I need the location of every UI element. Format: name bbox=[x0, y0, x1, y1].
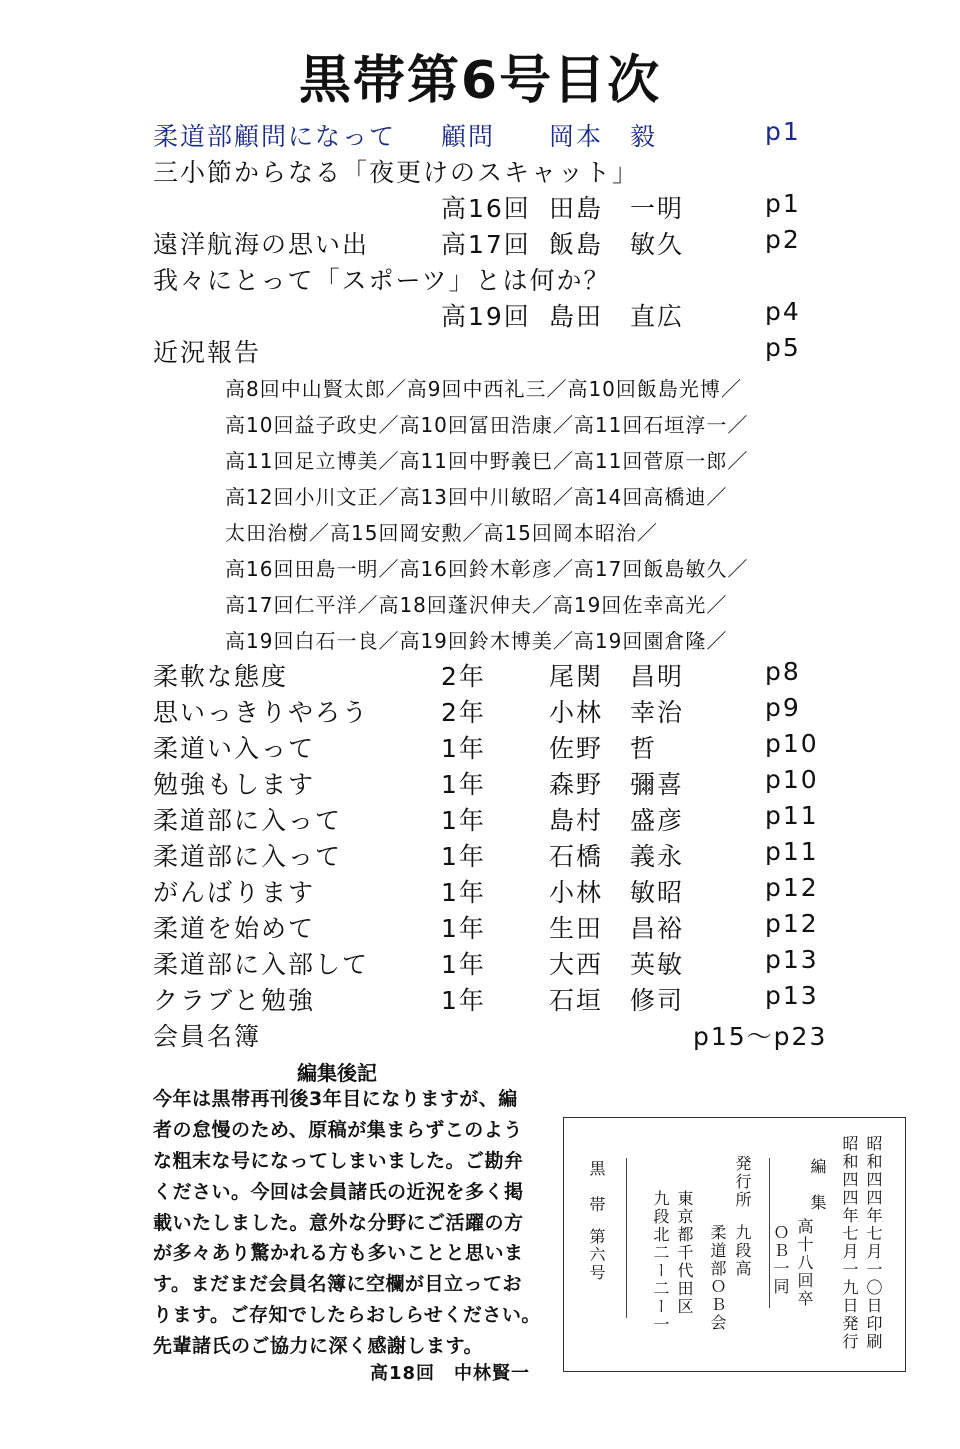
toc-entry-student bbox=[0, 909, 960, 945]
entry-page: p1 bbox=[765, 117, 801, 146]
entry-grade: 1年 bbox=[441, 734, 486, 763]
entry-page: p4 bbox=[765, 297, 801, 326]
entry-given-name: 昌裕 bbox=[630, 914, 685, 943]
colophon-print-date: 昭和四四年七月一〇日印刷 bbox=[864, 1135, 883, 1351]
entry-page: p2 bbox=[765, 225, 801, 254]
postscript-line: ります。ご存知でしたらおしらせください。 bbox=[153, 1304, 541, 1327]
entry-title: 柔道部に入って bbox=[153, 806, 343, 835]
entry-given-name: 敏久 bbox=[630, 230, 685, 259]
entry-title: 勉強もします bbox=[153, 770, 316, 799]
entry-given-name: 敏昭 bbox=[630, 878, 685, 907]
news-names-line: 高12回小川文正／高13回中川敏昭／高14回高橋迪／ bbox=[225, 485, 728, 509]
entry-title: 柔道部に入って bbox=[153, 842, 343, 871]
entry-title: がんばります bbox=[153, 878, 316, 907]
postscript-line: な粗末な号になってしまいました。ご勘弁 bbox=[153, 1149, 524, 1172]
toc-entry-sports-title bbox=[0, 261, 960, 297]
entry-surname: 石垣 bbox=[549, 986, 604, 1015]
news-names-line: 高17回仁平洋／高18回蓬沢伸夫／高19回佐幸高光／ bbox=[225, 593, 728, 617]
colophon-publisher-group: 柔道部ＯＢ会 bbox=[708, 1224, 727, 1332]
entry-title: 遠洋航海の思い出 bbox=[153, 230, 370, 259]
entry-page: p1 bbox=[765, 189, 801, 218]
entry-grade: 1年 bbox=[441, 914, 486, 943]
entry-page: p13 bbox=[765, 945, 819, 974]
toc-entry-sports-author bbox=[0, 297, 960, 333]
toc-entry-student bbox=[0, 729, 960, 765]
news-names-line: 高10回益子政史／高10回冨田浩康／高11回石垣淳一／ bbox=[225, 413, 749, 437]
toc-entry-student bbox=[0, 873, 960, 909]
entry-title: 柔軟な態度 bbox=[153, 662, 289, 691]
entry-page-range: p15〜p23 bbox=[693, 1022, 828, 1051]
entry-title: 会員名簿 bbox=[153, 1022, 262, 1051]
entry-page: p8 bbox=[765, 657, 801, 686]
colophon-issue-date: 昭和四四年七月一九日発行 bbox=[840, 1135, 859, 1351]
entry-given-name: 修司 bbox=[630, 986, 685, 1015]
colophon-journal-name: 黒 帯 bbox=[587, 1160, 606, 1214]
entry-grade: 2年 bbox=[441, 662, 486, 691]
entry-given-name: 義永 bbox=[630, 842, 685, 871]
postscript-line: 今年は黒帯再刊後3年目になりますが、編 bbox=[153, 1088, 518, 1110]
entry-title: 柔道部に入部して bbox=[153, 950, 370, 979]
entry-page: p12 bbox=[765, 873, 819, 902]
postscript-line: 先輩諸氏のご協力に深く感謝します。 bbox=[153, 1335, 483, 1358]
entry-surname: 生田 bbox=[549, 914, 604, 943]
entry-given-name: 一明 bbox=[630, 194, 685, 223]
entry-surname: 島村 bbox=[549, 806, 604, 835]
toc-entry-skit-title bbox=[0, 153, 960, 189]
colophon-divider bbox=[769, 1158, 770, 1308]
entry-grade: 高17回 bbox=[441, 230, 531, 259]
entry-surname: 小林 bbox=[549, 698, 604, 727]
postscript-line: が多々あり驚かれる方も多いことと思いま bbox=[153, 1242, 524, 1265]
news-names-line: 高19回白石一良／高19回鈴木博美／高19回園倉隆／ bbox=[225, 629, 728, 653]
entry-surname: 尾関 bbox=[549, 662, 604, 691]
postscript-line: す。まだまだ会員名簿に空欄が目立ってお bbox=[153, 1273, 522, 1296]
toc-entry-student bbox=[0, 981, 960, 1017]
entry-given-name: 哲 bbox=[630, 734, 658, 763]
entry-grade: 高19回 bbox=[441, 302, 531, 331]
entry-surname: 佐野 bbox=[549, 734, 604, 763]
postscript-heading: 編集後記 bbox=[297, 1061, 377, 1085]
postscript-body bbox=[153, 1084, 553, 1362]
toc-entry-student bbox=[0, 693, 960, 729]
entry-page: p11 bbox=[765, 837, 819, 866]
entry-page: p10 bbox=[765, 765, 819, 794]
entry-surname: 飯島 bbox=[549, 230, 604, 259]
toc-entry-student bbox=[0, 657, 960, 693]
postscript-line: 者の怠慢のため、原稿が集まらずこのよう bbox=[153, 1118, 523, 1141]
entry-given-name: 彌喜 bbox=[630, 770, 685, 799]
entry-grade: 1年 bbox=[441, 986, 486, 1015]
entry-given-name: 毅 bbox=[630, 122, 658, 151]
toc-entry-student bbox=[0, 837, 960, 873]
entry-title: 柔道い入って bbox=[153, 734, 316, 763]
colophon-address-line1: 東京都千代田区 bbox=[675, 1190, 694, 1316]
entry-grade: 1年 bbox=[441, 770, 486, 799]
news-names-line: 高16回田島一明／高16回鈴木彰彦／高17回飯島敏久／ bbox=[225, 557, 749, 581]
page-title: 黒帯第6号目次 bbox=[298, 51, 662, 111]
entry-grade: 1年 bbox=[441, 806, 486, 835]
entry-page: p5 bbox=[765, 333, 801, 362]
colophon-issue-number: 第六号 bbox=[587, 1228, 606, 1282]
colophon-box bbox=[563, 1117, 906, 1372]
colophon-address-line2: 九段北二ー二ー一 bbox=[651, 1190, 670, 1334]
entry-page: p13 bbox=[765, 981, 819, 1010]
news-names-line: 高8回中山賢太郎／高9回中西礼三／高10回飯島光博／ bbox=[225, 377, 742, 401]
entry-title: 近況報告 bbox=[153, 338, 262, 367]
toc-entry-voyage bbox=[0, 225, 960, 261]
entry-role: 顧問 bbox=[441, 122, 496, 151]
entry-grade: 1年 bbox=[441, 842, 486, 871]
news-names-line: 太田治樹／高15回岡安勲／高15回岡本昭治／ bbox=[225, 521, 658, 545]
postscript-line: 載いたしました。意外な分野にご活躍の方 bbox=[153, 1211, 524, 1234]
entry-grade: 2年 bbox=[441, 698, 486, 727]
toc-entry-student bbox=[0, 801, 960, 837]
toc-entry-news bbox=[0, 333, 960, 369]
toc-entry-student bbox=[0, 945, 960, 981]
toc-entry-advisor bbox=[0, 117, 960, 153]
toc-entry-roster bbox=[0, 1017, 960, 1053]
entry-grade: 高16回 bbox=[441, 194, 531, 223]
entry-title: 思いっきりやろう bbox=[153, 698, 370, 727]
entry-given-name: 盛彦 bbox=[630, 806, 685, 835]
entry-title: 三小節からなる「夜更けのスキャット」 bbox=[153, 158, 640, 187]
colophon-editor-label: 編 集 bbox=[808, 1158, 827, 1212]
colophon-editor-name: 高十八回卒 bbox=[795, 1218, 814, 1308]
entry-page: p10 bbox=[765, 729, 819, 758]
news-names-line: 高11回足立博美／高11回中野義巳／高11回菅原一郎／ bbox=[225, 449, 749, 473]
entry-title: 柔道部顧問になって bbox=[153, 122, 397, 151]
entry-grade: 1年 bbox=[441, 950, 486, 979]
entry-surname: 大西 bbox=[549, 950, 604, 979]
entry-given-name: 英敏 bbox=[630, 950, 685, 979]
entry-given-name: 幸治 bbox=[630, 698, 685, 727]
entry-title: クラブと勉強 bbox=[153, 986, 316, 1015]
entry-surname: 田島 bbox=[549, 194, 604, 223]
colophon-publisher-label: 発行所 bbox=[733, 1155, 752, 1209]
colophon-divider bbox=[626, 1158, 627, 1318]
postscript-line: ください。今回は会員諸氏の近況を多く掲 bbox=[153, 1180, 524, 1203]
entry-surname: 島田 bbox=[549, 302, 604, 331]
entry-title: 柔道を始めて bbox=[153, 914, 316, 943]
entry-surname: 森野 bbox=[549, 770, 604, 799]
entry-page: p12 bbox=[765, 909, 819, 938]
entry-surname: 石橋 bbox=[549, 842, 604, 871]
entry-given-name: 昌明 bbox=[630, 662, 685, 691]
entry-given-name: 直広 bbox=[630, 302, 685, 331]
toc-entry-student bbox=[0, 765, 960, 801]
postscript-author: 高18回 中林賢一 bbox=[370, 1363, 531, 1384]
entry-page: p11 bbox=[765, 801, 819, 830]
entry-page: p9 bbox=[765, 693, 801, 722]
entry-title: 我々にとって「スポーツ」とは何か？ bbox=[153, 266, 611, 295]
entry-surname: 岡本 bbox=[549, 122, 604, 151]
toc-entry-skit-author bbox=[0, 189, 960, 225]
colophon-publisher-name: 九段高 bbox=[733, 1224, 752, 1278]
entry-grade: 1年 bbox=[441, 878, 486, 907]
entry-surname: 小林 bbox=[549, 878, 604, 907]
colophon-editor-group: ＯＢ一同 bbox=[771, 1224, 790, 1296]
